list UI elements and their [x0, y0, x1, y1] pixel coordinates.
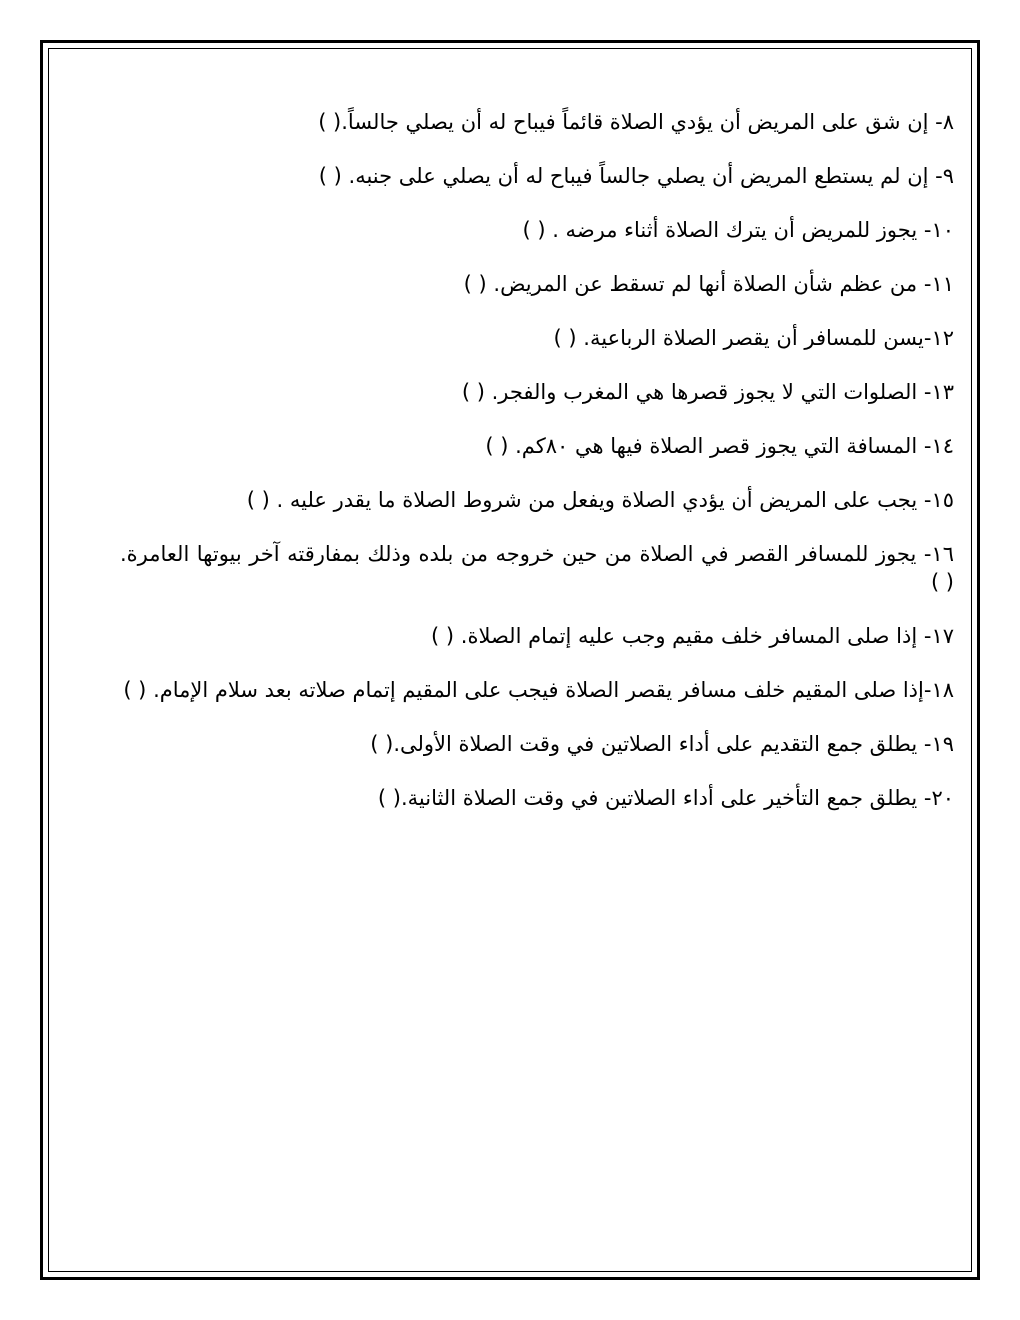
- answer-parens[interactable]: ( ): [431, 624, 455, 648]
- question-text: إن لم يستطع المريض أن يصلي جالساً فيباح له أن يصلي على جنبه.: [348, 164, 929, 188]
- question-text: يجب على المريض أن يؤدي الصلاة ويفعل من شروط الصلاة ما يقدر عليه .: [276, 488, 918, 512]
- question-number: ٢٠-: [923, 786, 954, 810]
- question-number: ١٧-: [923, 624, 954, 648]
- question-16: [120, 540, 954, 596]
- question-13: [120, 378, 954, 406]
- answer-parens[interactable]: ( ): [123, 678, 147, 702]
- question-14: [120, 432, 954, 460]
- question-text: إن شق على المريض أن يؤدي الصلاة قائماً فيباح له أن يصلي جالساً.: [341, 110, 929, 134]
- question-10: [120, 216, 954, 244]
- answer-parens[interactable]: ( ): [485, 434, 509, 458]
- question-text: إذا صلى المسافر خلف مقيم وجب عليه إتمام الصلاة.: [460, 624, 918, 648]
- answer-parens[interactable]: ( ): [318, 164, 342, 188]
- question-text: يطلق جمع التأخير على أداء الصلاتين في وقت الصلاة الثانية.: [400, 786, 918, 810]
- question-number: ١٨-: [923, 678, 954, 702]
- question-20: [120, 784, 954, 812]
- question-text: من عظم شأن الصلاة أنها لم تسقط عن المريض.: [493, 272, 918, 296]
- question-text: يسن للمسافر أن يقصر الصلاة الرباعية.: [583, 326, 924, 350]
- question-number: ١١-: [923, 272, 954, 296]
- question-number: ٩-: [935, 164, 954, 188]
- answer-parens[interactable]: ( ): [553, 326, 577, 350]
- question-9: [120, 162, 954, 190]
- question-text: المسافة التي يجوز قصر الصلاة فيها هي ٨٠كم.: [515, 434, 918, 458]
- question-text: الصلوات التي لا يجوز قصرها هي المغرب والفجر.: [491, 380, 918, 404]
- answer-parens[interactable]: ( ): [463, 272, 487, 296]
- question-number: ١٣-: [923, 380, 954, 404]
- question-number: ٨-: [935, 110, 954, 134]
- answer-parens[interactable]: ( ): [377, 786, 401, 810]
- question-number: ١٤-: [923, 434, 954, 458]
- question-12: [120, 324, 954, 352]
- question-number: ١٦-: [923, 542, 954, 566]
- question-number: ١٥-: [923, 488, 954, 512]
- question-number: ١٩-: [923, 732, 954, 756]
- question-number: ١٢-: [923, 326, 954, 350]
- question-15: [120, 486, 954, 514]
- question-text: يطلق جمع التقديم على أداء الصلاتين في وقت الصلاة الأولى.: [393, 732, 918, 756]
- question-17: [120, 622, 954, 650]
- question-19: [120, 730, 954, 758]
- question-8: [120, 108, 954, 136]
- answer-parens[interactable]: ( ): [522, 218, 546, 242]
- question-18: [120, 676, 954, 704]
- answer-parens[interactable]: ( ): [930, 570, 954, 594]
- question-11: [120, 270, 954, 298]
- question-text: يجوز للمريض أن يترك الصلاة أثناء مرضه .: [552, 218, 918, 242]
- question-text: إذا صلى المقيم خلف مسافر يقصر الصلاة فيجب على المقيم إتمام صلاته بعد سلام الإمام.: [153, 678, 924, 702]
- answer-parens[interactable]: ( ): [246, 488, 270, 512]
- question-number: ١٠-: [923, 218, 954, 242]
- question-list: [120, 108, 954, 838]
- question-text: يجوز للمسافر القصر في الصلاة من حين خروجه من بلده وذلك بمفارقته آخر بيوتها العامرة.: [120, 542, 917, 566]
- answer-parens[interactable]: ( ): [318, 110, 342, 134]
- answer-parens[interactable]: ( ): [370, 732, 394, 756]
- answer-parens[interactable]: ( ): [461, 380, 485, 404]
